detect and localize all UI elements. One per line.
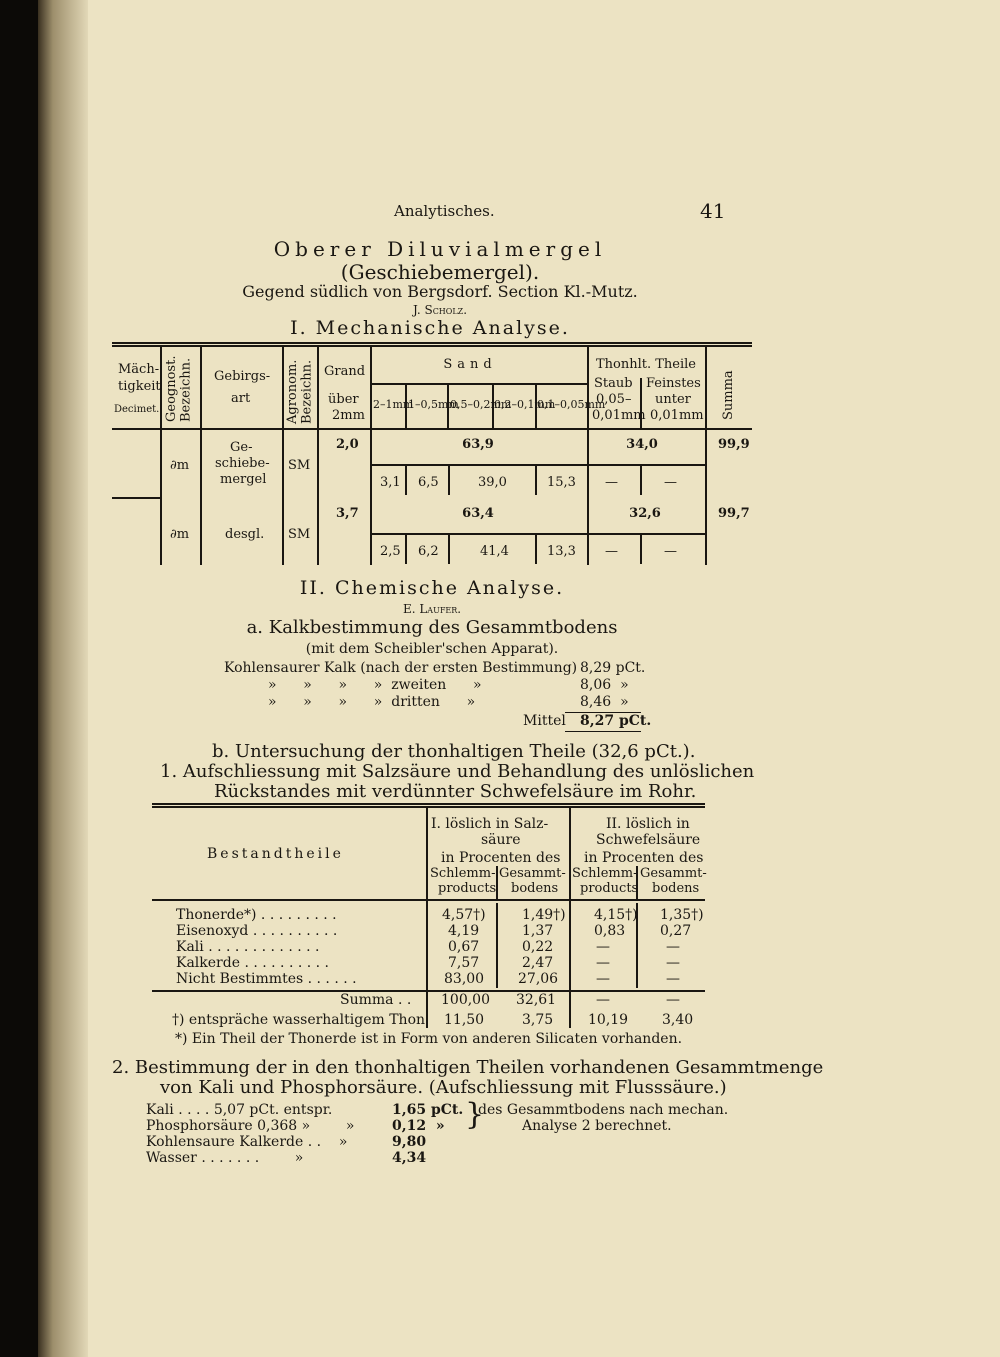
group2-line3: in Procenten des (584, 850, 704, 866)
section1-heading: I. Mechanische Analyse. (290, 317, 570, 339)
table-cell: 83,00 (444, 971, 485, 987)
row1-thon-1: — (605, 475, 618, 490)
section2-sub-b: b. Untersuchung der thonhaltigen Theile (32,6 pCt.). (212, 741, 696, 762)
col-summa: Summa (721, 370, 736, 420)
col-agronom: Agronom. Bezeichn. (285, 359, 315, 424)
table-cell: 7,57 (448, 955, 480, 971)
sub1-a: Schlemm- (430, 866, 496, 881)
row2-sand-2: 6,2 (418, 544, 439, 559)
table-cell: 4,15†) (594, 907, 638, 923)
thon-sub-staub-1: Staub (594, 376, 633, 391)
kalk-mittel-value: 8,27 pCt. (580, 713, 652, 729)
table-row-label: Nicht Bestimmtes . . . . . . (176, 971, 357, 987)
table-cell: 4,57†) (442, 907, 486, 923)
dagger-label: †) entspräche wasserhaltigem Thon (172, 1012, 426, 1028)
section3-line2: von Kali und Phosphorsäure. (Aufschliessung mit Flusssäure.) (160, 1077, 727, 1098)
sub4-b: bodens (652, 881, 700, 896)
group1-line1: I. löslich in Salz- (431, 816, 549, 832)
thon-sub-staub-2: 0,05– (596, 392, 632, 407)
table-cell: — (666, 971, 680, 987)
row2-sand-1: 2,5 (380, 544, 401, 559)
row2-art: desgl. (225, 527, 265, 542)
page-number: 41 (700, 199, 726, 223)
table-cell: 0,22 (522, 939, 554, 955)
table-cell: — (596, 939, 610, 955)
table-cell: — (666, 955, 680, 971)
col-decimet: Decimet. (114, 404, 160, 415)
table-cell: 0,27 (660, 923, 692, 939)
table-cell: 2,47 (522, 955, 554, 971)
table-cell: — (596, 955, 610, 971)
row1-grand: 2,0 (336, 437, 359, 452)
col-bestandtheile: Bestandtheile (207, 846, 344, 862)
col-grand-1: Grand (324, 364, 366, 379)
phosphor-row-label: Phosphorsäure 0,368 » » (146, 1118, 355, 1134)
row1-summa: 99,9 (718, 437, 750, 452)
col-gebirgsart-2: art (231, 391, 251, 406)
row1-art-2: schiebe- (215, 456, 270, 471)
row1-sand-total: 63,9 (462, 437, 494, 452)
thon-sub-feinstes-2: unter (655, 392, 691, 407)
sand-sub-1: 2–1mm (373, 398, 414, 411)
table-cell: 1,49†) (522, 907, 566, 923)
kali-row-value: 1,65 pCt. (392, 1102, 464, 1118)
row1-art-3: mergel (220, 472, 267, 487)
row2-sand-4: 13,3 (547, 544, 576, 559)
brace-note-2: Analyse 2 berechnet. (522, 1118, 672, 1134)
sand-sub-5: 0,1–0,05mm (537, 398, 606, 411)
summa-label: Summa . . (340, 992, 412, 1008)
row1-sand-4: 15,3 (547, 475, 576, 490)
table-row-label: Thonerde*) . . . . . . . . . (176, 907, 337, 923)
row1-art-1: Ge- (230, 440, 253, 455)
row2-sand-3: 41,4 (480, 544, 509, 559)
row1-sand-3: 39,0 (478, 475, 507, 490)
wasser-row-value: 4,34 (392, 1150, 427, 1166)
kalk-mittel-label: Mittel (523, 713, 566, 729)
group1-line3: in Procenten des (441, 850, 561, 866)
row2-thon-1: — (605, 544, 618, 559)
row2-grand: 3,7 (336, 506, 359, 521)
sub3-a: Schlemm- (572, 866, 638, 881)
table-row-label: Kalkerde . . . . . . . . . . (176, 955, 329, 971)
kalkerde-row-value: 9,80 (392, 1134, 427, 1150)
col-sand: Sand (443, 357, 497, 372)
sand-sub-4: 0,2–0,1mm (494, 398, 556, 411)
title-location: Gegend südlich von Bergsdorf. Section Kl.-Mutz. (242, 282, 638, 301)
row1-geognost: ∂m (170, 458, 190, 473)
col-thonhalt: Thonhlt. Theile (595, 357, 697, 372)
table-cell: 27,06 (518, 971, 559, 987)
kalk-line-3-value: 8,46 » (580, 694, 629, 710)
table-cell: — (596, 971, 610, 987)
row2-summa: 99,7 (718, 506, 750, 521)
sand-sub-3: 0,5–0,2mm (450, 398, 512, 411)
brace-note-1: des Gesammtbodens nach mechan. (478, 1102, 729, 1118)
table-cell: 0,67 (448, 939, 480, 955)
thon-sub-staub-3: 0,01mm (592, 408, 646, 423)
sub2-b: bodens (511, 881, 559, 896)
summa-cell: — (596, 992, 610, 1008)
title-main: Oberer Diluvialmergel (273, 237, 607, 261)
kalk-line-2-value: 8,06 » (580, 677, 629, 693)
thon-sub-feinstes-3: 0,01mm (650, 408, 704, 423)
col-maechtigkeit-2: tigkeit (118, 379, 161, 394)
sub3-b: products (580, 881, 639, 896)
dagger-cell: 3,40 (662, 1012, 694, 1028)
kalk-line-2-label: » » » » zweiten » (268, 677, 482, 693)
book-spine-shadow (38, 0, 88, 1357)
summa-cell: 32,61 (516, 992, 557, 1008)
col-grand-3: 2mm (332, 408, 365, 423)
row1-sand-1: 3,1 (380, 475, 401, 490)
table-row-label: Kali . . . . . . . . . . . . . (176, 939, 320, 955)
row2-thon-total: 32,6 (629, 506, 661, 521)
wasser-row-label: Wasser . . . . . . . » (146, 1150, 304, 1166)
sand-sub-2: 1–0,5mm (408, 398, 459, 411)
section2-heading: II. Chemische Analyse. (299, 577, 565, 599)
section2-sub-a-note: (mit dem Scheibler'schen Apparat). (305, 641, 559, 657)
kali-row-label: Kali . . . . 5,07 pCt. entspr. (146, 1102, 333, 1118)
title-author: J. Scholz. (412, 303, 468, 317)
group2-line2: Schwefelsäure (596, 832, 701, 848)
table-cell: 1,35†) (660, 907, 704, 923)
running-title: Analytisches. (394, 202, 495, 220)
kalk-line-1-value: 8,29 pCt. (580, 660, 646, 676)
row1-agronom: SM (288, 458, 311, 473)
summa-cell: 100,00 (441, 992, 490, 1008)
table-cell: 4,19 (448, 923, 480, 939)
row2-agronom: SM (288, 527, 311, 542)
col-grand-2: über (328, 392, 359, 407)
col-geognost: Geognost. Bezeichn. (164, 355, 194, 422)
row1-thon-total: 34,0 (626, 437, 658, 452)
kalkerde-row-label: Kohlensaure Kalkerde . . » (146, 1134, 348, 1150)
group1-line2: säure (481, 832, 521, 848)
table-cell: — (666, 939, 680, 955)
col-gebirgsart-1: Gebirgs- (214, 369, 271, 384)
table-cell: 1,37 (522, 923, 554, 939)
dagger-cell: 3,75 (522, 1012, 554, 1028)
row1-thon-2: — (664, 475, 677, 490)
section3-line1: 2. Bestimmung der in den thonhaltigen Theilen vorhandenen Gesammtmenge (112, 1057, 824, 1078)
title-sub: (Geschiebemergel). (340, 260, 540, 284)
phosphor-row-value: 0,12 » (392, 1118, 445, 1134)
dagger-cell: 11,50 (444, 1012, 485, 1028)
section2-sub-b1-line2: Rückstandes mit verdünnter Schwefelsäure im Rohr. (214, 781, 697, 802)
group2-line1: II. löslich in (606, 816, 690, 832)
thon-sub-feinstes-1: Feinstes (646, 376, 701, 391)
summa-cell: — (666, 992, 680, 1008)
sub4-a: Gesammt- (640, 866, 707, 881)
kalk-line-1-label: Kohlensaurer Kalk (nach der ersten Bestimmung) (224, 660, 578, 676)
sub2-a: Gesammt- (499, 866, 566, 881)
row2-geognost: ∂m (170, 527, 190, 542)
table-cell: 0,83 (594, 923, 626, 939)
kalk-line-3-label: » » » » dritten » (268, 694, 476, 710)
sub1-b: products (438, 881, 497, 896)
footnote: *) Ein Theil der Thonerde ist in Form von anderen Silicaten vorhanden. (175, 1031, 683, 1047)
brace: } (465, 1097, 485, 1132)
section2-author: E. Laufer. (402, 602, 462, 616)
dagger-cell: 10,19 (588, 1012, 629, 1028)
table-row-label: Eisenoxyd . . . . . . . . . . (176, 923, 338, 939)
section2-sub-a: a. Kalkbestimmung des Gesammtbodens (246, 617, 618, 638)
row1-sand-2: 6,5 (418, 475, 439, 490)
row2-sand-total: 63,4 (462, 506, 494, 521)
row2-thon-2: — (664, 544, 677, 559)
section2-sub-b1-line1: 1. Aufschliessung mit Salzsäure und Behandlung des unlöslichen (160, 761, 755, 782)
col-maechtigkeit-1: Mäch- (118, 362, 160, 377)
